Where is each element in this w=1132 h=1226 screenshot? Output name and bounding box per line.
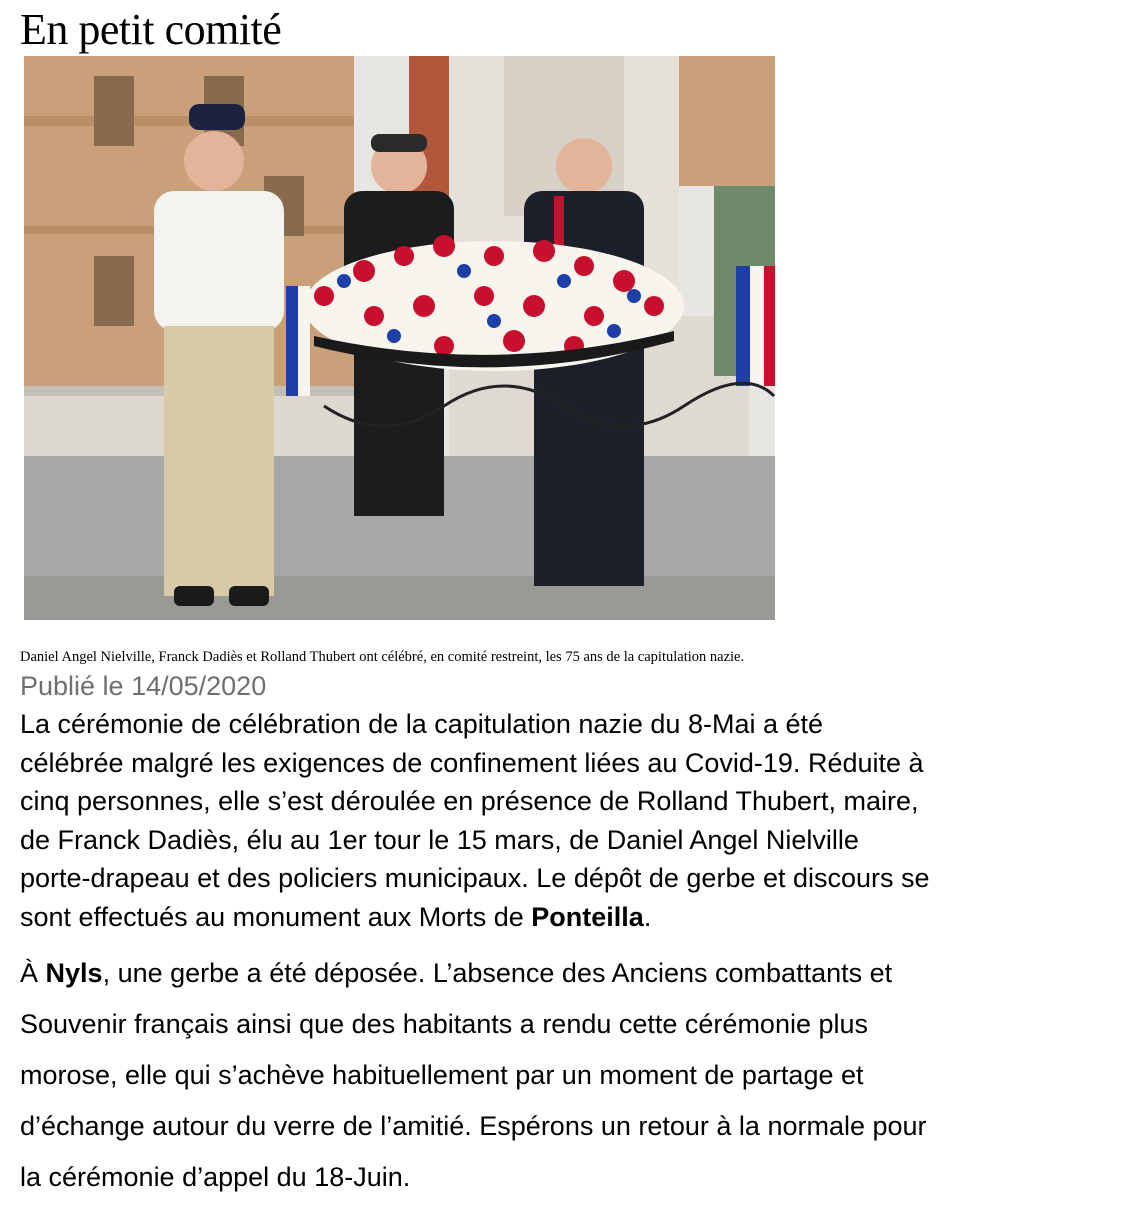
photo-caption: Daniel Angel Nielville, Franck Dadiès et Rolland Thubert ont célébré, en comité restreint, les 75 ans de la capitulation nazie. — [20, 649, 745, 665]
paragraph-2-line-5: la cérémonie d’appel du 18-Juin. — [20, 1162, 411, 1192]
ceremony-photo-illustration — [24, 56, 775, 620]
place-ponteilla: Ponteilla — [531, 901, 644, 932]
place-nyls: Nyls — [45, 958, 103, 988]
paragraph-1-line-5: porte-drapeau et des policiers municipaux. Le dépôt de gerbe et discours se — [20, 863, 930, 893]
article-paragraph-1 — [20, 705, 1120, 936]
paragraph-1-line-1: La cérémonie de célébration de la capitulation nazie du 8-Mai a été — [20, 709, 824, 739]
article-title: En petit comité — [20, 5, 282, 54]
publication-date: Publié le 14/05/2020 — [20, 671, 267, 701]
paragraph-2-line-1-start: À — [20, 958, 46, 988]
article-photo — [24, 56, 775, 620]
article-paragraph-2 — [20, 948, 1120, 1203]
paragraph-1-line-3: cinq personnes, elle s’est déroulée en présence de Rolland Thubert, maire, — [20, 786, 919, 816]
paragraph-2-line-1 — [20, 948, 1120, 999]
paragraph-1-line-4: de Franck Dadiès, élu au 1er tour le 15 mars, de Daniel Angel Nielville — [20, 824, 859, 855]
paragraph-2-line-1-text: , une gerbe a été déposée. L’absence des Anciens combattants et — [102, 958, 893, 988]
paragraph-1-line-6-text: sont effectués au monument aux Morts de — [20, 901, 532, 932]
paragraph-2-line-2: Souvenir français ainsi que des habitants a rendu cette cérémonie plus — [20, 1009, 869, 1039]
paragraph-1-line-2: célébrée malgré les exigences de confinement liées au Covid-19. Réduite à — [20, 747, 924, 778]
paragraph-2-line-4: d’échange autour du verre de l’amitié. Espérons un retour à la normale pour — [20, 1111, 927, 1141]
paragraph-1-line-6-end: . — [643, 901, 652, 932]
paragraph-2-line-3: morose, elle qui s’achève habituellement par un moment de partage et — [20, 1060, 864, 1090]
paragraph-1-line-6 — [20, 898, 1120, 937]
